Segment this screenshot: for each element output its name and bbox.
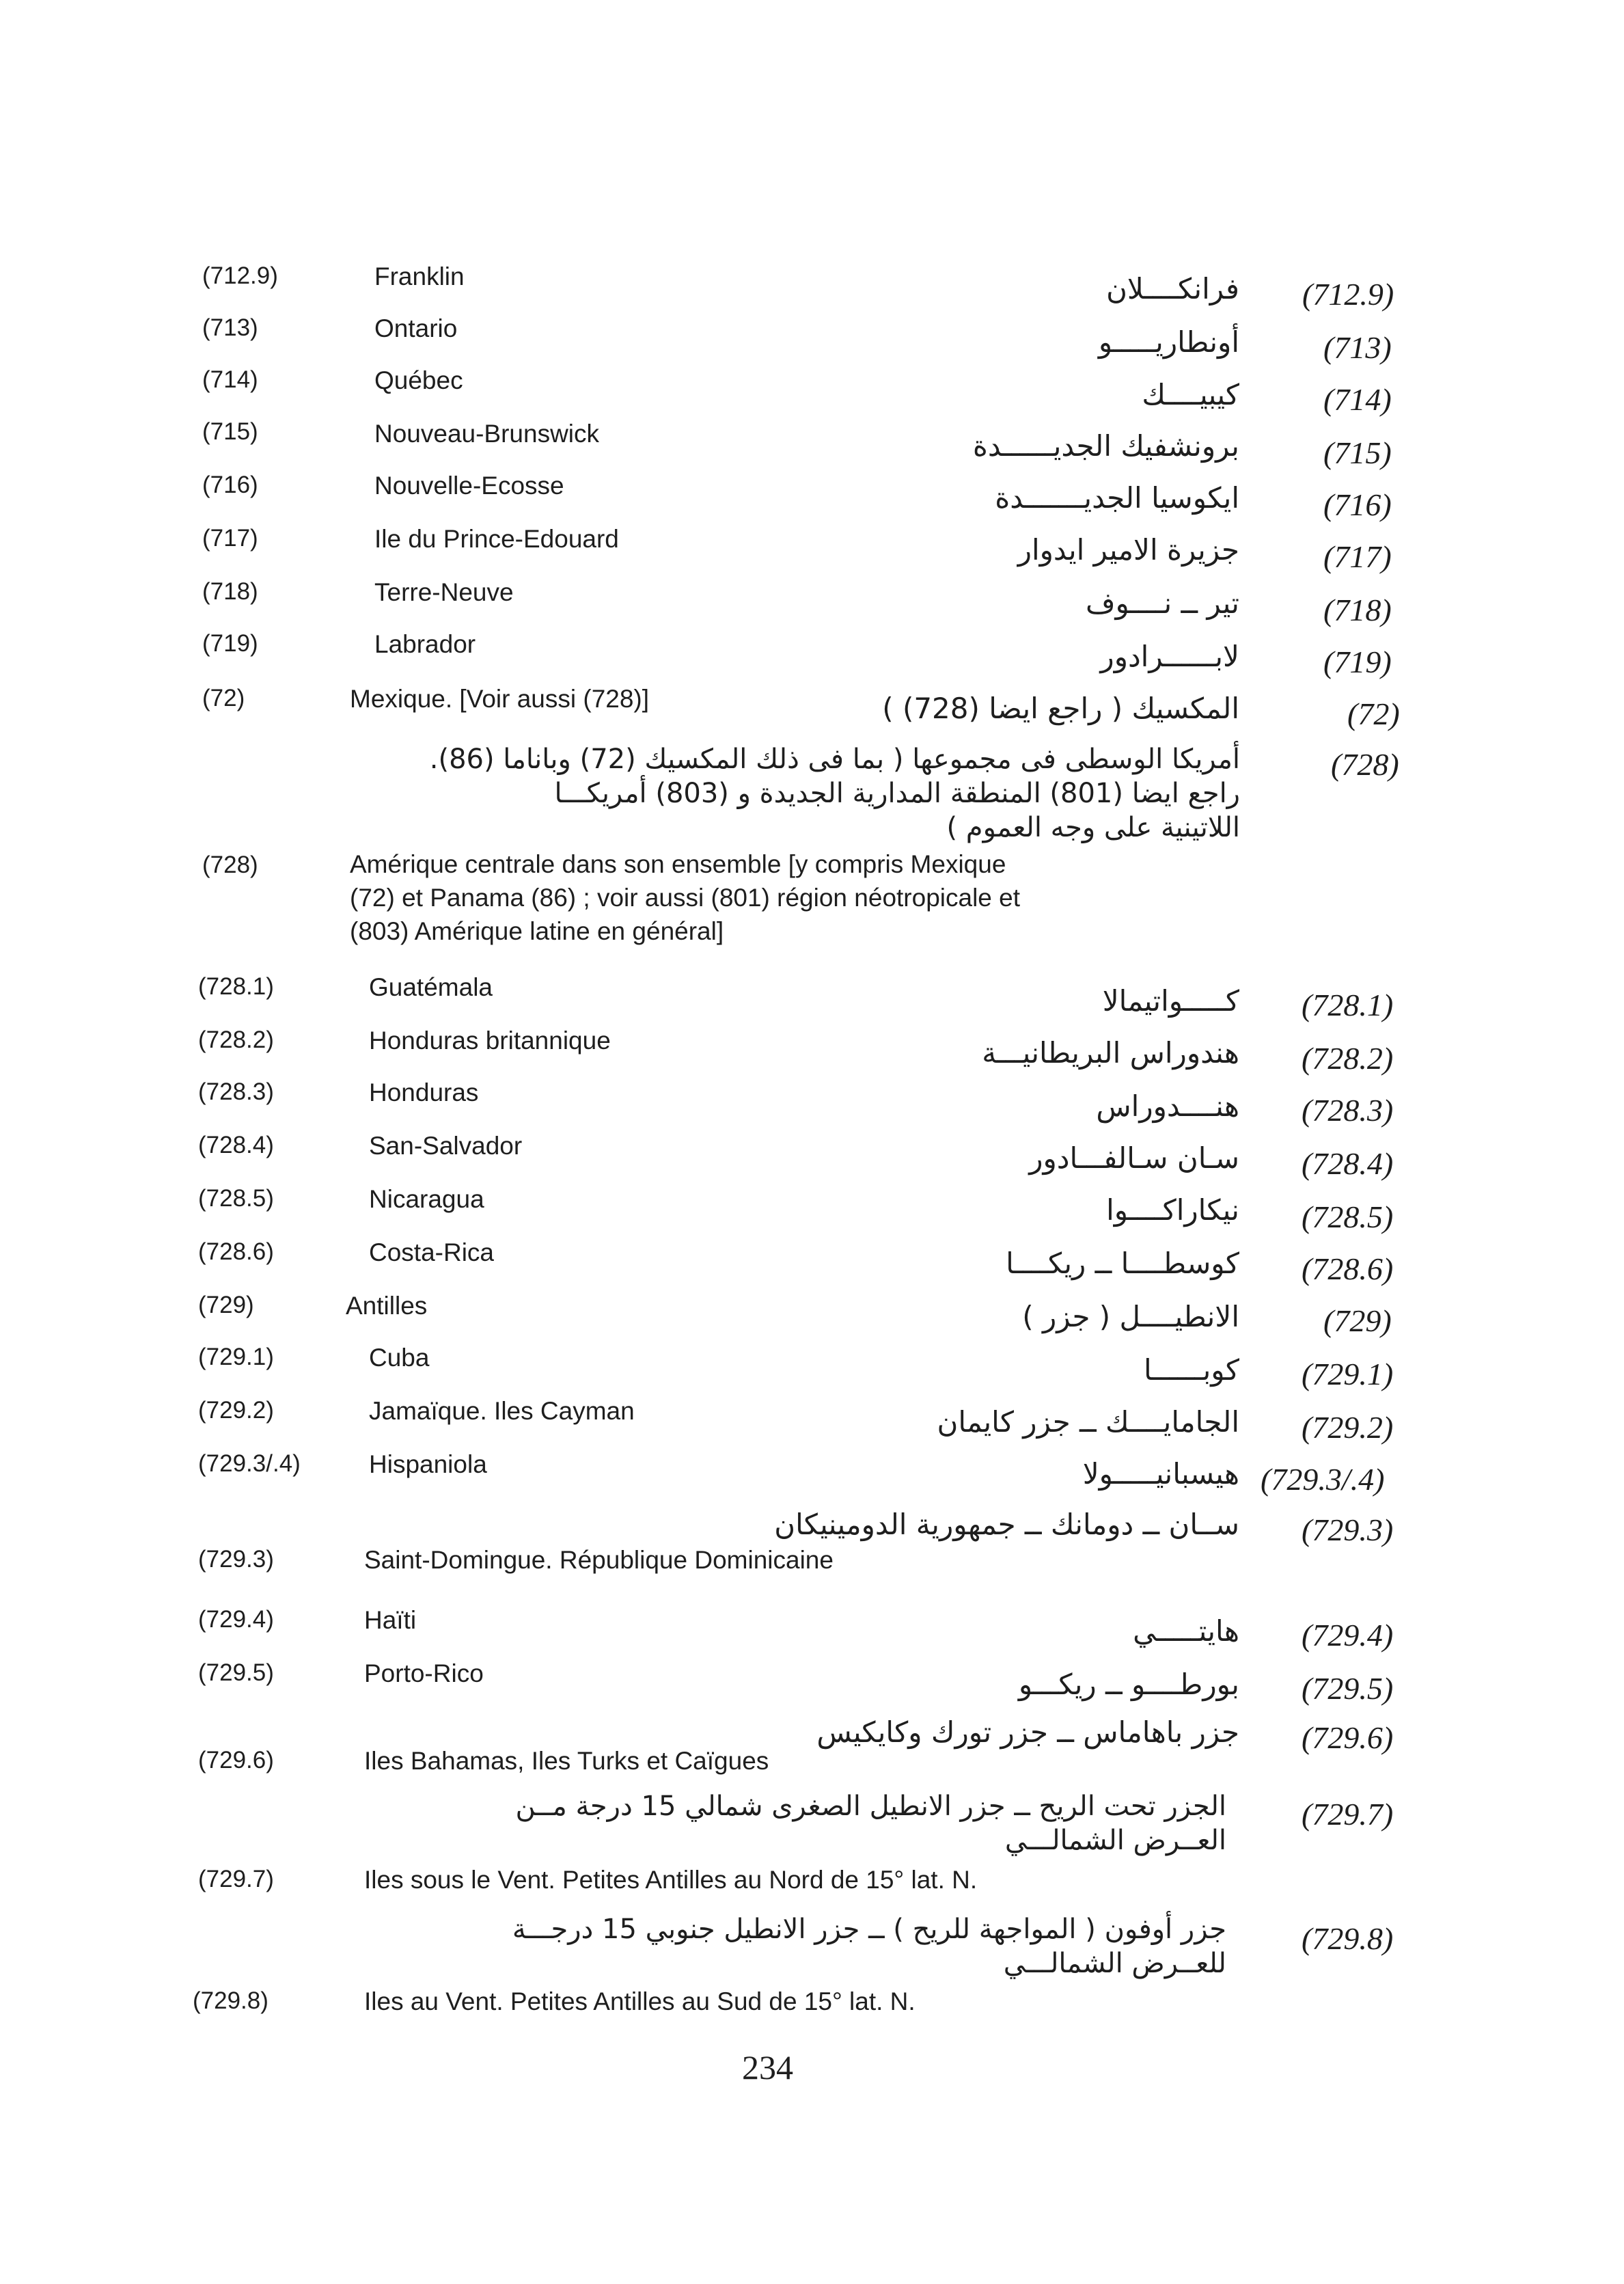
french-label: Honduras britannique [369, 1027, 611, 1055]
french-label: Mexique. [Voir aussi (728)] [350, 685, 650, 713]
arabic-line: العــرض الشمالـــي [1004, 1825, 1226, 1856]
french-line: (72) et Panama (86) ; voir aussi (801) région néotropicale et [350, 884, 1021, 912]
arabic-label: المكسيك ( راجع ايضا (728) ) [882, 692, 1239, 725]
french-paragraph [350, 847, 1361, 948]
code-left: (728.2) [198, 1027, 274, 1053]
arabic-label: ســان ــ دومانك ــ جمهورية الدومينيكان [774, 1508, 1239, 1541]
code-right: (728.1) [1302, 988, 1394, 1022]
code-left: (729.3/.4) [198, 1450, 301, 1477]
arabic-label: لابــــــرادور [1100, 640, 1239, 673]
code-left: (728) [202, 852, 258, 878]
code-right: (728) [1331, 747, 1399, 782]
french-label: Haïti [364, 1606, 417, 1634]
code-left: (716) [202, 472, 258, 498]
code-right: (729.4) [1302, 1618, 1394, 1653]
code-left: (728.1) [198, 973, 274, 1000]
arabic-label: كوسطــــا ــ ريكــــا [1006, 1247, 1239, 1280]
arabic-line: راجع ايضا (801) المنطقة المدارية الجديدة و (803) أمريكـــا [554, 778, 1240, 809]
arabic-label: تير ــ نــــوف [1086, 586, 1239, 620]
code-left: (729.6) [198, 1747, 274, 1773]
code-left: (715) [202, 418, 258, 445]
arabic-line: للعــرض الشمالـــي [1003, 1948, 1226, 1979]
french-label: Franklin [374, 262, 465, 290]
arabic-line: أمريكا الوسطى فى مجموعها ( بما فى ذلك المكسيك (72) وبانا‌ما (86). [429, 744, 1240, 775]
code-right: (712.9) [1302, 277, 1394, 312]
code-left: (729.4) [198, 1606, 274, 1633]
arabic-label: سـان سـالفـــادور [1029, 1141, 1239, 1175]
arabic-label: بورطــــو ــ ريكـــو [1018, 1668, 1239, 1701]
code-left: (729.3) [198, 1546, 274, 1573]
code-left: (714) [202, 366, 258, 393]
french-line: (803) Amérique latine en général] [350, 917, 724, 945]
arabic-label: هيسبانيـــــولا [1082, 1457, 1239, 1491]
code-left: (712.9) [202, 262, 278, 289]
code-left: (72) [202, 685, 245, 711]
code-right: (729.2) [1302, 1410, 1394, 1445]
code-right: (717) [1323, 539, 1392, 574]
arabic-paragraph [420, 742, 1240, 845]
arabic-label: برونشفيك الجديــــــدة [972, 429, 1239, 463]
french-label: Porto-Rico [364, 1659, 484, 1687]
code-left: (718) [202, 578, 258, 605]
french-label: San-Salvador [369, 1132, 523, 1160]
french-label: Costa-Rica [369, 1238, 494, 1266]
code-right: (729.5) [1302, 1671, 1394, 1706]
code-left: (728.4) [198, 1132, 274, 1158]
french-label: Nouveau-Brunswick [374, 420, 600, 448]
code-left: (729.2) [198, 1397, 274, 1424]
code-right: (715) [1323, 435, 1392, 470]
french-label: Québec [374, 366, 463, 394]
french-label: Iles Bahamas, Iles Turks et Caïgues [364, 1747, 769, 1775]
arabic-paragraph [407, 1912, 1226, 1981]
code-left: (729.7) [198, 1866, 274, 1892]
code-right: (729.6) [1302, 1720, 1394, 1755]
arabic-label: جزيرة الامير ايدوار [1017, 533, 1239, 567]
french-label: Guatémala [369, 973, 493, 1001]
code-left: (729.8) [193, 1987, 269, 2014]
arabic-label: الانطيــــل ( جزر ) [1022, 1300, 1239, 1333]
code-left: (728.5) [198, 1185, 274, 1212]
code-left: (729.5) [198, 1659, 274, 1686]
arabic-label: فرانكــــلان [1106, 272, 1239, 305]
code-left: (719) [202, 630, 258, 657]
code-right: (729.8) [1302, 1921, 1394, 1956]
code-right: (713) [1323, 330, 1392, 365]
code-right: (728.4) [1302, 1146, 1394, 1181]
page-number: 234 [742, 2048, 793, 2086]
arabic-label: كيبيــــك [1142, 378, 1239, 411]
code-right: (729) [1323, 1303, 1392, 1338]
arabic-label: كوبــــــا [1143, 1353, 1239, 1387]
arabic-label: جزر باهاماس ــ جزر تورك وكايكيس [816, 1715, 1239, 1749]
code-right: (729.3) [1302, 1512, 1394, 1547]
arabic-label: نيكاراكــــوا [1106, 1193, 1239, 1227]
french-label: Honduras [369, 1078, 479, 1106]
code-right: (728.5) [1302, 1199, 1394, 1234]
arabic-label: أونطاريـــــو [1098, 325, 1239, 359]
arabic-line: جزر أوفون ( المواجهة للريح ) ــ جزر الانطيل جنوبي 15 درجـــة [512, 1914, 1226, 1945]
french-label: Labrador [374, 630, 476, 658]
code-left: (729.1) [198, 1344, 274, 1370]
french-label: Ile du Prince-Edouard [374, 525, 619, 553]
french-label: Iles au Vent. Petites Antilles au Sud de 15° lat. N. [364, 1987, 916, 2015]
code-right: (719) [1323, 644, 1392, 679]
code-right: (729.7) [1302, 1797, 1394, 1832]
code-left: (729) [198, 1292, 254, 1318]
code-right: (718) [1323, 593, 1392, 627]
french-label: Nouvelle-Ecosse [374, 472, 564, 500]
french-line: Amérique centrale dans son ensemble [y compris Mexique [350, 850, 1006, 878]
arabic-label: هنــــدوراس [1096, 1089, 1239, 1123]
arabic-paragraph [407, 1789, 1226, 1858]
code-right: (728.3) [1302, 1093, 1394, 1128]
french-label: Jamaïque. Iles Cayman [369, 1397, 635, 1425]
french-label: Cuba [369, 1344, 430, 1372]
arabic-label: الجامايــــك ــ جزر كايمان [937, 1405, 1239, 1439]
code-right: (716) [1323, 487, 1392, 522]
code-left: (717) [202, 525, 258, 552]
french-label: Saint-Domingue. République Dominicaine [364, 1546, 834, 1574]
arabic-line: اللاتينية على وجه العموم ) [946, 812, 1240, 843]
code-left: (728.3) [198, 1078, 274, 1105]
arabic-label: كـــــواتيمالا [1102, 984, 1239, 1018]
arabic-label: هندوراس البريطانيـــة [982, 1036, 1239, 1070]
code-right: (714) [1323, 382, 1392, 417]
code-right: (72) [1347, 696, 1400, 731]
code-right: (729.3/.4) [1261, 1462, 1385, 1497]
french-label: Nicaragua [369, 1185, 484, 1213]
french-label: Iles sous le Vent. Petites Antilles au Nord de 15° lat. N. [364, 1866, 978, 1894]
french-label: Ontario [374, 314, 458, 342]
french-label: Antilles [346, 1292, 428, 1320]
code-right: (729.1) [1302, 1357, 1394, 1391]
arabic-label: هايتـــــي [1133, 1614, 1239, 1648]
arabic-line: الجزر تحت الريح ــ جزر الانطيل الصغرى شمالي 15 درجة مــن [515, 1791, 1226, 1822]
arabic-label: ايكوسيا الجديـــــــدة [995, 481, 1239, 515]
code-right: (728.2) [1302, 1041, 1394, 1076]
french-label: Hispaniola [369, 1450, 487, 1478]
code-right: (728.6) [1302, 1251, 1394, 1286]
code-left: (713) [202, 314, 258, 341]
french-label: Terre-Neuve [374, 578, 514, 606]
code-left: (728.6) [198, 1238, 274, 1265]
